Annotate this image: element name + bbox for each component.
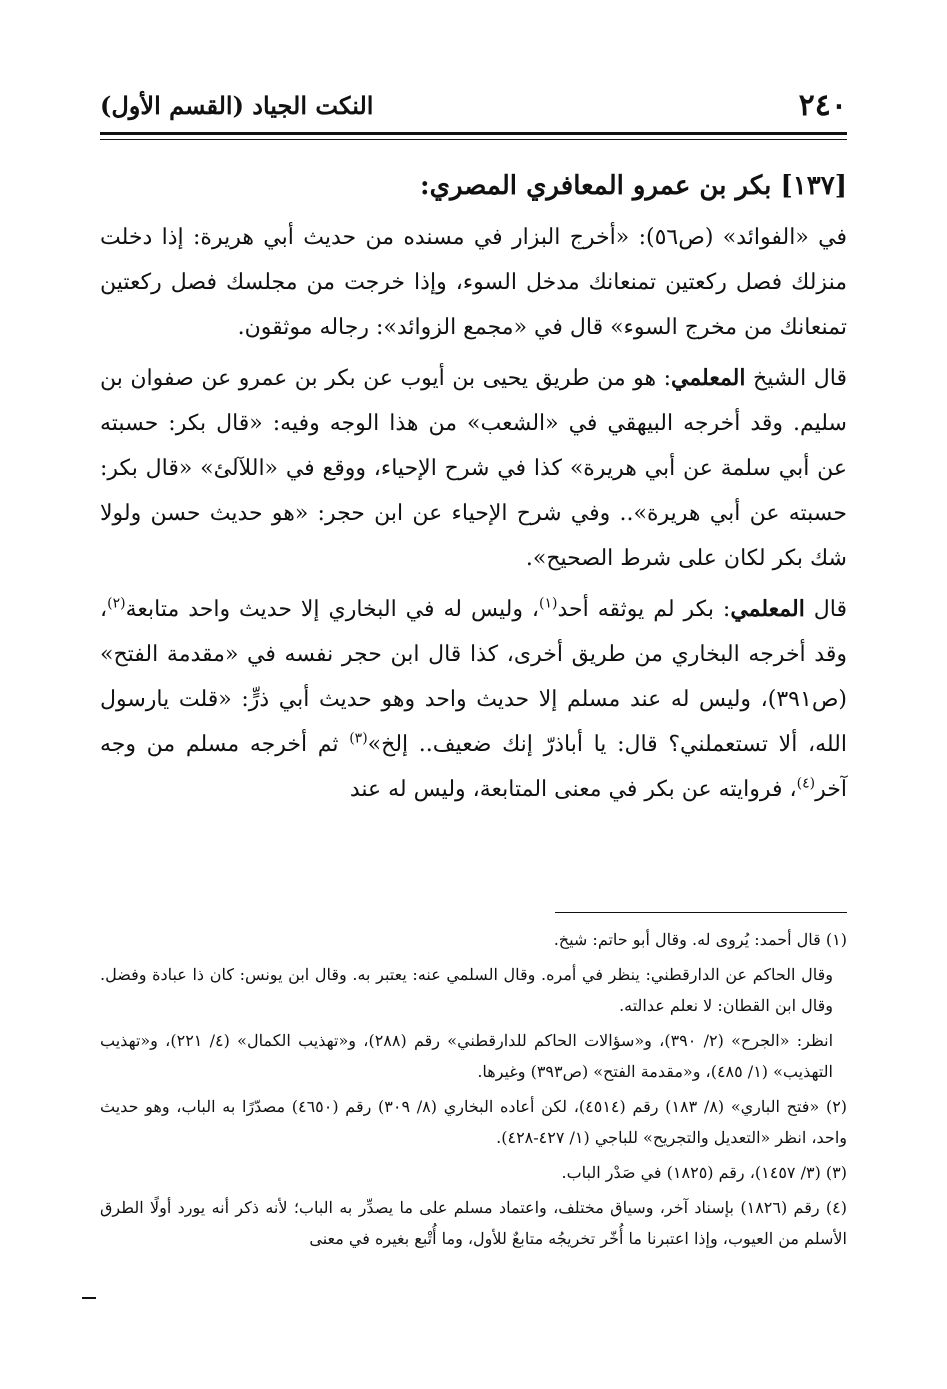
paragraph-3-text-c: ، وقد أخرجه البخاري من طريق أخرى، كذا قال ابن حجر نفسه في «مقدمة الفتح» (ص٣٩١)، وليس له عند مسلم إلا حديث واحد وهو حديث أبي ذرٍّ: «قلت يارسول الله، ألا تستعملني؟ قال: يا أباذرّ إنك ضعيف.. إلخ» [100, 597, 847, 757]
paragraph-3 [100, 587, 847, 812]
footnote-1-references: انظر: «الجرح» (٢/ ٣٩٠)، و«سؤالات الحاكم للدارقطني» رقم (٢٨٨)، و«تهذيب الكمال» (٤/ ٢٢١)، و«تهذيب التهذيب» (١/ ٤٨٥)، و«مقدمة الفتح» (ص٣٩٣) وغيرها. [100, 1031, 834, 1081]
footnote-separator [555, 912, 847, 913]
paragraph-3-text-a: : بكر لم يوثقه أحد [557, 597, 731, 622]
running-title: النكت الجياد (القسم الأول) [100, 91, 374, 120]
footnotes [100, 924, 847, 1258]
footnote-3: (٣) (٣/ ١٤٥٧)، رقم (١٨٢٥) في صَدْر الباب. [561, 1163, 847, 1182]
header-rule-thin [100, 139, 847, 140]
paragraph-1: في «الفوائد» (ص٥٦): «أخرج البزار في مسنده من حديث أبي هريرة: إذا دخلت منزلك فصل ركعتين تمنعانك مدخل السوء، وإذا خرجت من مجلسك فصل ركعتين تمنعانك من مخرج السوء» قال في «مجمع الزوائد»: رجاله موثقون. [100, 225, 847, 340]
paragraph-3-text-b: ، وليس له في البخاري إلا حديث واحد متابعة [125, 597, 540, 622]
scholar-name: المعلمي [730, 596, 805, 622]
continuation-mark [82, 1297, 96, 1299]
entry-title: [١٣٧] بكر بن عمرو المعافري المصري: [420, 171, 847, 201]
footnote-4: (٤) رقم (١٨٢٦) بإسناد آخر، وسياق مختلف، واعتماد مسلم على ما يصدِّر به الباب؛ لأنه ذكر أنه يورد أولًا الطرق الأسلم من العيوب، وإذا اعتبرنا ما أُخّر تخريجُه متابعٌ للأول، وما أُتْبع بغيره في معنى [100, 1198, 848, 1248]
footnote-ref-3: (٣) [349, 730, 368, 747]
paragraph-2 [100, 356, 847, 581]
paragraph-2-lead: قال الشيخ [753, 366, 848, 391]
main-text [100, 164, 847, 818]
paragraph-3-text-d: ثم أخرجه مسلم من وجه آخر [100, 732, 847, 802]
paragraph-2-text: : هو من طريق يحيى بن أيوب عن بكر بن عمرو عن صفوان بن سليم. وقد أخرجه البيهقي في «الشعب» من هذا الوجه وفيه: «قال بكر: حسبته عن أبي سلمة عن أبي هريرة» كذا في شرح الإحياء، ووقع في «اللآلئ» «قال بكر: حسبته عن أبي هريرة».. وفي شرح الإحياء عن ابن حجر: «هو حديث حسن ولولا شك بكر لكان على شرط الصحيح». [100, 366, 847, 571]
footnote-ref-2: (٢) [107, 595, 126, 612]
footnote-1-continued: وقال الحاكم عن الدارقطني: ينظر في أمره. وقال السلمي عنه: يعتبر به. وقال ابن يونس: كان ذا عبادة وفضل. وقال ابن القطان: لا نعلم عدالته. [100, 965, 834, 1015]
footnote-ref-4: (٤) [796, 775, 816, 792]
paragraph-3-lead: قال [813, 597, 848, 622]
footnote-ref-1: (١) [539, 595, 558, 612]
header-rule-thick [100, 132, 847, 135]
paragraph-3-text-e: ، فروايته عن بكر في معنى المتابعة، وليس له عند [349, 777, 797, 802]
running-header [100, 86, 847, 126]
footnote-1: (١) قال أحمد: يُروى له. وقال أبو حاتم: شيخ. [553, 930, 847, 949]
footnote-2: (٢) «فتح الباري» (٨/ ١٨٣) رقم (٤٥١٤)، لكن أعاده البخاري (٨/ ٣٠٩) رقم (٤٦٥٠) مصدّرًا به الباب، وهو حديث واحد، انظر «التعديل والتجريح» للباجي (١/ ٤٢٧-٤٢٨). [100, 1097, 848, 1147]
scholar-name: المعلمي [671, 365, 746, 391]
page-number: ٢٤٠ [798, 88, 847, 123]
